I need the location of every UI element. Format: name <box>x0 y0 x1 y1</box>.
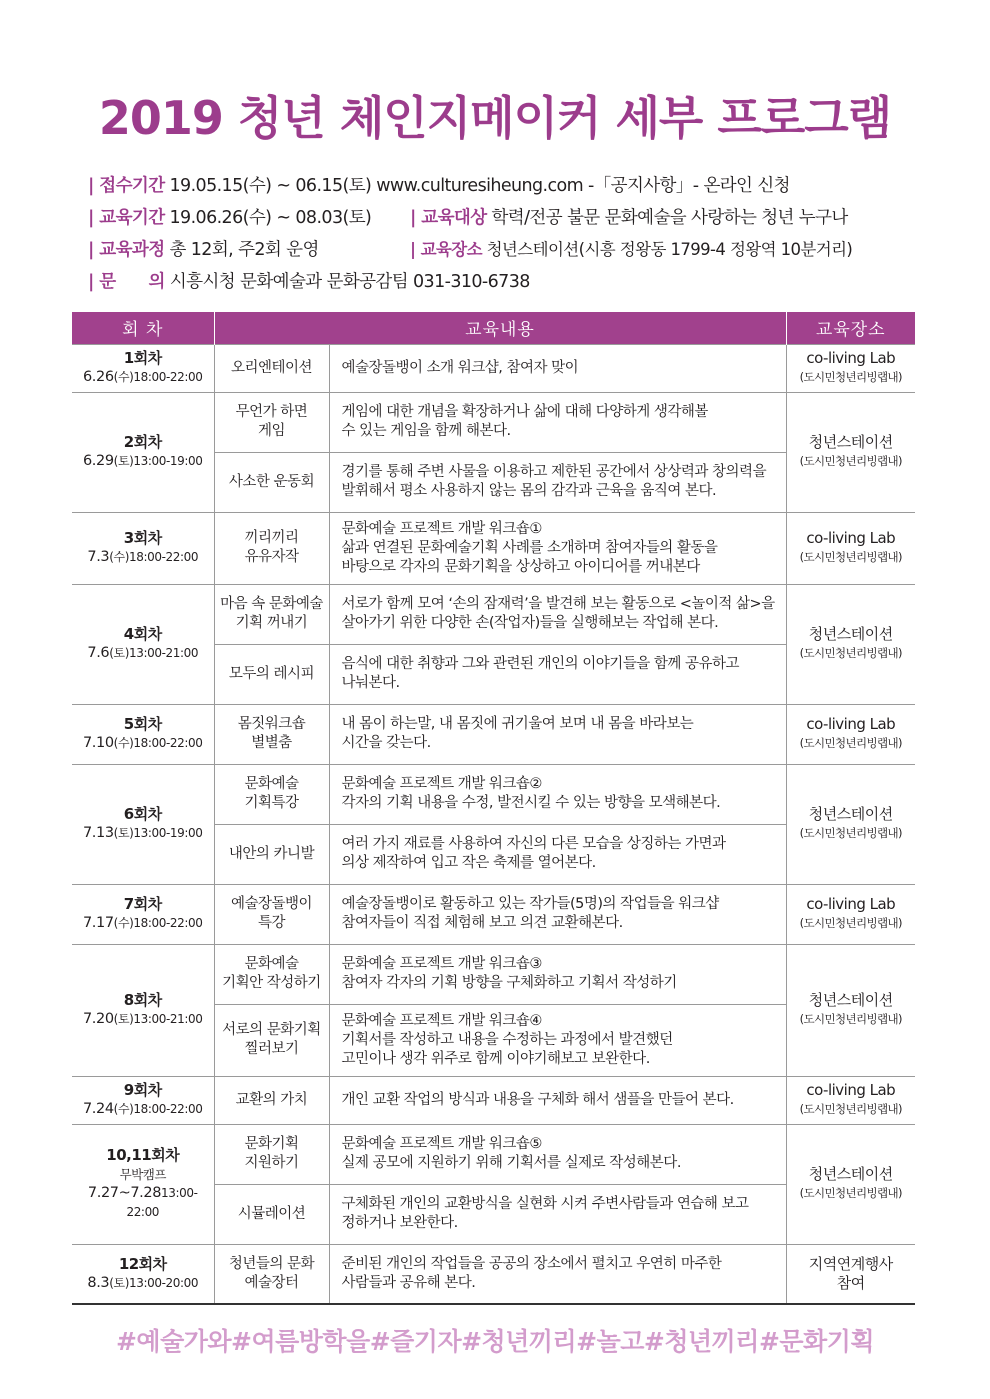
info-row-contact <box>88 266 948 298</box>
info-label: | 교육기간 <box>88 208 165 228</box>
place-sub: (도시민청년리빙랩내) <box>799 550 902 564</box>
program-title <box>214 1124 329 1184</box>
place-cell <box>786 1244 915 1304</box>
program-title <box>214 1184 329 1244</box>
session-cell <box>72 392 214 512</box>
table-row <box>72 1076 915 1124</box>
program-description <box>329 1124 786 1184</box>
info-label: | 교육대상 <box>410 208 487 228</box>
session-cell <box>72 1244 214 1304</box>
title-line: 기획 꺼내기 <box>235 615 308 631</box>
description-line: 음식에 대한 취향과 그와 관련된 개인의 이야기들을 함께 공유하고 <box>341 656 740 672</box>
page-title: 2019 청년 체인지메이커 세부 프로그램 <box>98 91 892 145</box>
title-line: 문화예술 <box>244 956 299 972</box>
program-description <box>329 584 786 644</box>
program-title <box>214 704 329 764</box>
session-date: 7.27~7.28 <box>87 1185 162 1201</box>
program-description <box>329 764 786 824</box>
title-line: 무언가 하면 <box>235 404 308 420</box>
description-line: 경기를 통해 주변 사물을 이용하고 제한된 공간에서 상상력과 창의력을 <box>341 464 767 480</box>
session-name: 6회차 <box>123 805 162 823</box>
session-name: 2회차 <box>123 433 162 451</box>
info-label: | 문 의 <box>88 272 165 292</box>
description-line: 나눠본다. <box>341 675 400 691</box>
place-sub: (도시민청년리빙랩내) <box>799 916 902 930</box>
program-schedule-table <box>72 312 915 1305</box>
session-cell <box>72 512 214 584</box>
table-row <box>72 764 915 824</box>
session-time: 18:00-22:00 <box>133 1102 203 1116</box>
title-line: 예술장돌뱅이 <box>230 896 313 912</box>
program-description <box>329 392 786 452</box>
description-line: 서로가 함께 모여 ‘손의 잠재력’을 발견해 보는 활동으로 <놀이적 삶>을 <box>341 596 775 612</box>
place-cell <box>786 512 915 584</box>
description-line: 문화예술 프로젝트 개발 워크숍③ <box>341 956 542 972</box>
table-row <box>72 944 915 1004</box>
session-day: (수) <box>113 370 134 384</box>
description-line: 개인 교환 작업의 방식과 내용을 구체화 해서 샘플을 만들어 본다. <box>341 1091 734 1108</box>
place-name: co-living Lab <box>806 529 896 547</box>
session-day: (토) <box>113 1012 134 1026</box>
program-description <box>329 1004 786 1076</box>
session-name: 4회차 <box>123 625 162 643</box>
description-line: 문화예술 프로젝트 개발 워크숍① <box>341 520 542 537</box>
session-date: 7.6 <box>87 645 110 661</box>
title-line: 별별춤 <box>251 735 292 751</box>
session-extra: 무박캠프 <box>119 1167 166 1182</box>
table-row <box>72 392 915 452</box>
place-name: 청년스테이션 <box>808 805 893 823</box>
program-description <box>329 884 786 944</box>
session-time: 18:00-22:00 <box>133 370 203 384</box>
description-line: 문화예술 프로젝트 개발 워크숍④ <box>341 1012 542 1029</box>
place-sub: (도시민청년리빙랩내) <box>799 826 902 840</box>
program-title <box>214 944 329 1004</box>
table-row <box>72 884 915 944</box>
title-line: 교환의 가치 <box>235 1091 308 1108</box>
table-row <box>72 704 915 764</box>
info-row-course <box>88 234 948 266</box>
session-datetime <box>72 734 214 753</box>
program-description <box>329 944 786 1004</box>
place-cell <box>786 1124 915 1244</box>
description-line: 사람들과 공유해 본다. <box>341 1274 476 1291</box>
program-title <box>214 584 329 644</box>
session-cell <box>72 344 214 392</box>
session-date: 8.3 <box>87 1274 110 1291</box>
title-line: 시뮬레이션 <box>237 1205 306 1222</box>
description-line: 살아가기 위한 다양한 손(작업자)들을 실행해보는 작업해 본다. <box>341 615 719 631</box>
info-value: 총 12회, 주2회 운영 <box>169 240 319 260</box>
header-place: 교육장소 <box>786 312 915 344</box>
place-sub: (도시민청년리빙랩내) <box>799 454 902 468</box>
session-datetime <box>72 1010 214 1029</box>
session-name: 10,11회차 <box>106 1146 180 1164</box>
place-sub: (도시민청년리빙랩내) <box>799 370 902 384</box>
session-datetime <box>72 824 214 843</box>
title-line: 특강 <box>257 915 285 931</box>
place-name: 청년스테이션 <box>808 433 893 451</box>
place-cell <box>786 764 915 884</box>
info-period <box>88 202 371 234</box>
table-body <box>72 344 915 1304</box>
place-sub: (도시민청년리빙랩내) <box>799 1102 902 1116</box>
session-cell <box>72 1076 214 1124</box>
session-datetime <box>72 644 214 663</box>
program-description <box>329 344 786 392</box>
info-contact <box>88 266 530 298</box>
session-time: 18:00-22:00 <box>129 550 199 564</box>
session-cell <box>72 584 214 704</box>
program-title <box>214 512 329 584</box>
program-description <box>329 1076 786 1124</box>
place-sub: (도시민청년리빙랩내) <box>799 646 902 660</box>
session-cell <box>72 884 214 944</box>
session-datetime <box>72 914 214 933</box>
title-line: 모두의 레시피 <box>228 665 315 682</box>
info-row-reception <box>88 170 948 202</box>
info-section <box>88 170 948 298</box>
description-line: 참여자들이 직접 체험해 보고 의견 교환해본다. <box>341 915 623 931</box>
place-cell <box>786 944 915 1076</box>
program-description <box>329 824 786 884</box>
program-title <box>214 824 329 884</box>
info-value: 19.06.26(수) ~ 08.03(토) <box>169 208 372 228</box>
title-line: 청년들의 문화 <box>228 1255 315 1272</box>
table-header-row <box>72 312 915 344</box>
session-time: 18:00-22:00 <box>133 736 203 750</box>
session-date: 7.17 <box>82 915 114 931</box>
title-line: 문화예술 <box>244 776 299 792</box>
session-day: (수) <box>113 736 134 750</box>
hashtags: #예술가와#여름방학을#즐기자#청년끼리#놀고#청년끼리#문화기획 <box>115 1327 875 1356</box>
program-description <box>329 1244 786 1304</box>
session-datetime <box>72 452 214 471</box>
place-name: co-living Lab <box>806 1081 896 1099</box>
description-line: 참여자 각자의 기획 방향을 구체화하고 기획서 작성하기 <box>341 975 677 991</box>
title-line: 찔러보기 <box>244 1041 299 1057</box>
session-name: 12회차 <box>118 1254 167 1273</box>
description-line: 시간을 갖는다. <box>341 735 431 751</box>
table-row <box>72 344 915 392</box>
session-datetime <box>72 368 214 387</box>
description-line: 발휘해서 평소 사용하지 않는 몸의 감각과 근육을 움직여 본다. <box>341 483 717 499</box>
title-line: 서로의 문화기획 <box>222 1022 321 1038</box>
session-name: 9회차 <box>123 1081 162 1099</box>
info-value: 청년스테이션(시흥 정왕동 1799-4 정왕역 10분거리) <box>486 240 853 259</box>
description-line: 구체화된 개인의 교환방식을 실현화 시켜 주변사람들과 연습해 보고 <box>341 1196 749 1212</box>
session-day: (토) <box>113 826 134 840</box>
description-line: 준비된 개인의 작업들을 공공의 장소에서 펼치고 우연히 마주한 <box>341 1255 722 1272</box>
description-line: 의상 제작하여 입고 작은 축제를 열어본다. <box>341 855 596 871</box>
session-day: (수) <box>109 550 130 564</box>
title-line: 끼리끼리 <box>244 530 299 546</box>
session-time: 13:00-20:00 <box>129 1275 199 1290</box>
place-name: co-living Lab <box>806 349 896 367</box>
place-cell <box>786 344 915 392</box>
program-description <box>329 452 786 512</box>
description-line: 내 몸이 하는말, 내 몸짓에 귀기울여 보며 내 몸을 바라보는 <box>341 716 694 732</box>
program-title <box>214 884 329 944</box>
program-title <box>214 392 329 452</box>
header-content: 교육내용 <box>214 312 786 344</box>
session-name: 8회차 <box>123 991 162 1009</box>
info-value: 시흥시청 문화예술과 문화공감팀 031-310-6738 <box>169 272 530 292</box>
session-cell <box>72 1124 214 1244</box>
place-name: 청년스테이션 <box>808 991 893 1009</box>
place-sub: (도시민청년리빙랩내) <box>799 1186 902 1200</box>
place-cell <box>786 884 915 944</box>
description-line: 여러 가지 재료를 사용하여 자신의 다른 모습을 상징하는 가면과 <box>341 836 726 852</box>
place-cell <box>786 584 915 704</box>
session-date: 7.10 <box>82 735 114 751</box>
description-line: 예술장돌뱅이로 활동하고 있는 작가들(5명)의 작업들을 워크샵 <box>341 896 719 912</box>
title-line: 유유자작 <box>244 549 299 565</box>
title-line: 마음 속 문화예술 <box>220 596 323 612</box>
program-description <box>329 704 786 764</box>
description-line: 바탕으로 각자의 문화기획을 상상하고 아이디어를 꺼내본다 <box>341 558 700 575</box>
program-description <box>329 644 786 704</box>
description-line: 게임에 대한 개념을 확장하거나 삶에 대해 다양하게 생각해볼 <box>341 404 708 420</box>
info-label: | 접수기간 <box>88 176 165 196</box>
info-reception <box>88 170 790 202</box>
program-description <box>329 512 786 584</box>
session-time: 13:00-19:00 <box>133 454 203 468</box>
session-day: (토) <box>109 1275 130 1290</box>
place-name: 청년스테이션 <box>808 625 893 643</box>
place-name: 지역연계행사 <box>808 1254 893 1273</box>
program-title <box>214 1076 329 1124</box>
session-time: 13:00-21:00 <box>129 646 199 660</box>
session-day: (토) <box>109 646 130 660</box>
session-time: 13:00-22:00 <box>126 1186 198 1219</box>
description-line: 각자의 기획 내용을 수정, 발전시킬 수 있는 방향을 모색해본다. <box>341 795 721 811</box>
title-line: 기획안 작성하기 <box>222 975 321 991</box>
session-cell <box>72 704 214 764</box>
session-datetime <box>72 1184 214 1222</box>
info-row-period <box>88 202 948 234</box>
description-line: 정하거나 보완한다. <box>341 1215 458 1231</box>
place-cell <box>786 704 915 764</box>
place-sub: 참여 <box>836 1273 865 1292</box>
description-line: 고민이나 생각 위주로 함께 이야기해보고 보완한다. <box>341 1050 650 1067</box>
session-date: 7.24 <box>82 1101 114 1117</box>
title-line: 기획특강 <box>244 795 299 811</box>
description-line: 문화예술 프로젝트 개발 워크숍⑤ <box>341 1136 542 1152</box>
description-line: 수 있는 게임을 함께 해본다. <box>341 423 511 439</box>
session-name: 3회차 <box>123 529 162 547</box>
title-line: 몸짓워크숍 <box>237 716 306 732</box>
description-line: 실제 공모에 지원하기 위해 기획서를 실제로 작성해본다. <box>341 1155 681 1171</box>
session-date: 7.13 <box>82 825 114 841</box>
session-day: (수) <box>113 916 134 930</box>
session-time: 13:00-19:00 <box>133 826 203 840</box>
session-date: 7.20 <box>82 1011 114 1027</box>
table-row <box>72 1244 915 1304</box>
info-target <box>410 202 848 234</box>
table-row <box>72 1124 915 1184</box>
info-value: 학력/전공 불문 문화예술을 사랑하는 청년 누구나 <box>491 208 848 228</box>
session-date: 6.29 <box>82 453 114 469</box>
session-date: 7.3 <box>87 549 110 565</box>
table-row <box>72 584 915 644</box>
title-line: 문화기획 <box>244 1136 299 1152</box>
title-line: 사소한 운동회 <box>228 473 315 490</box>
description-line: 삶과 연결된 문화예술기획 사례를 소개하며 참여자들의 활동을 <box>341 539 718 556</box>
info-label: | 교육장소 <box>410 240 482 259</box>
program-title <box>214 764 329 824</box>
session-time: 18:00-22:00 <box>133 916 203 930</box>
program-title <box>214 344 329 392</box>
session-datetime <box>72 548 214 567</box>
title-line: 오리엔테이션 <box>230 359 313 376</box>
place-sub: (도시민청년리빙랩내) <box>799 1012 902 1026</box>
program-description <box>329 1184 786 1244</box>
session-day: (토) <box>113 454 134 468</box>
title-line: 지원하기 <box>244 1155 299 1171</box>
place-name: co-living Lab <box>806 895 896 913</box>
session-name: 7회차 <box>123 895 162 913</box>
title-line: 게임 <box>257 423 285 439</box>
session-name: 5회차 <box>123 715 162 733</box>
description-line: 문화예술 프로젝트 개발 워크숍② <box>341 776 542 792</box>
session-time: 13:00-21:00 <box>133 1012 203 1026</box>
title-line: 내안의 카니발 <box>228 845 315 862</box>
place-name: 청년스테이션 <box>808 1165 893 1183</box>
description-line: 기획서를 작성하고 내용을 수정하는 과정에서 발견했던 <box>341 1031 673 1048</box>
session-datetime <box>72 1274 214 1293</box>
session-name: 1회차 <box>123 349 162 367</box>
place-cell <box>786 392 915 512</box>
place-sub: (도시민청년리빙랩내) <box>799 736 902 750</box>
info-label: | 교육과정 <box>88 240 165 260</box>
info-value: 19.05.15(수) ~ 06.15(토) www.culturesiheung.com -「공지사항」- 온라인 신청 <box>169 176 790 196</box>
table-row <box>72 512 915 584</box>
place-name: co-living Lab <box>806 715 896 733</box>
description-line: 예술장돌뱅이 소개 워크샵, 참여자 맞이 <box>341 359 579 376</box>
title-line: 예술장터 <box>244 1274 299 1291</box>
info-course <box>88 234 319 266</box>
program-title <box>214 1004 329 1076</box>
place-cell <box>786 1076 915 1124</box>
session-datetime <box>72 1100 214 1119</box>
program-title <box>214 452 329 512</box>
info-place <box>410 234 852 266</box>
program-title <box>214 1244 329 1304</box>
session-cell <box>72 764 214 884</box>
header-session: 회 차 <box>72 312 214 344</box>
session-day: (수) <box>113 1102 134 1116</box>
program-title <box>214 644 329 704</box>
session-cell <box>72 944 214 1076</box>
session-date: 6.26 <box>82 369 114 385</box>
